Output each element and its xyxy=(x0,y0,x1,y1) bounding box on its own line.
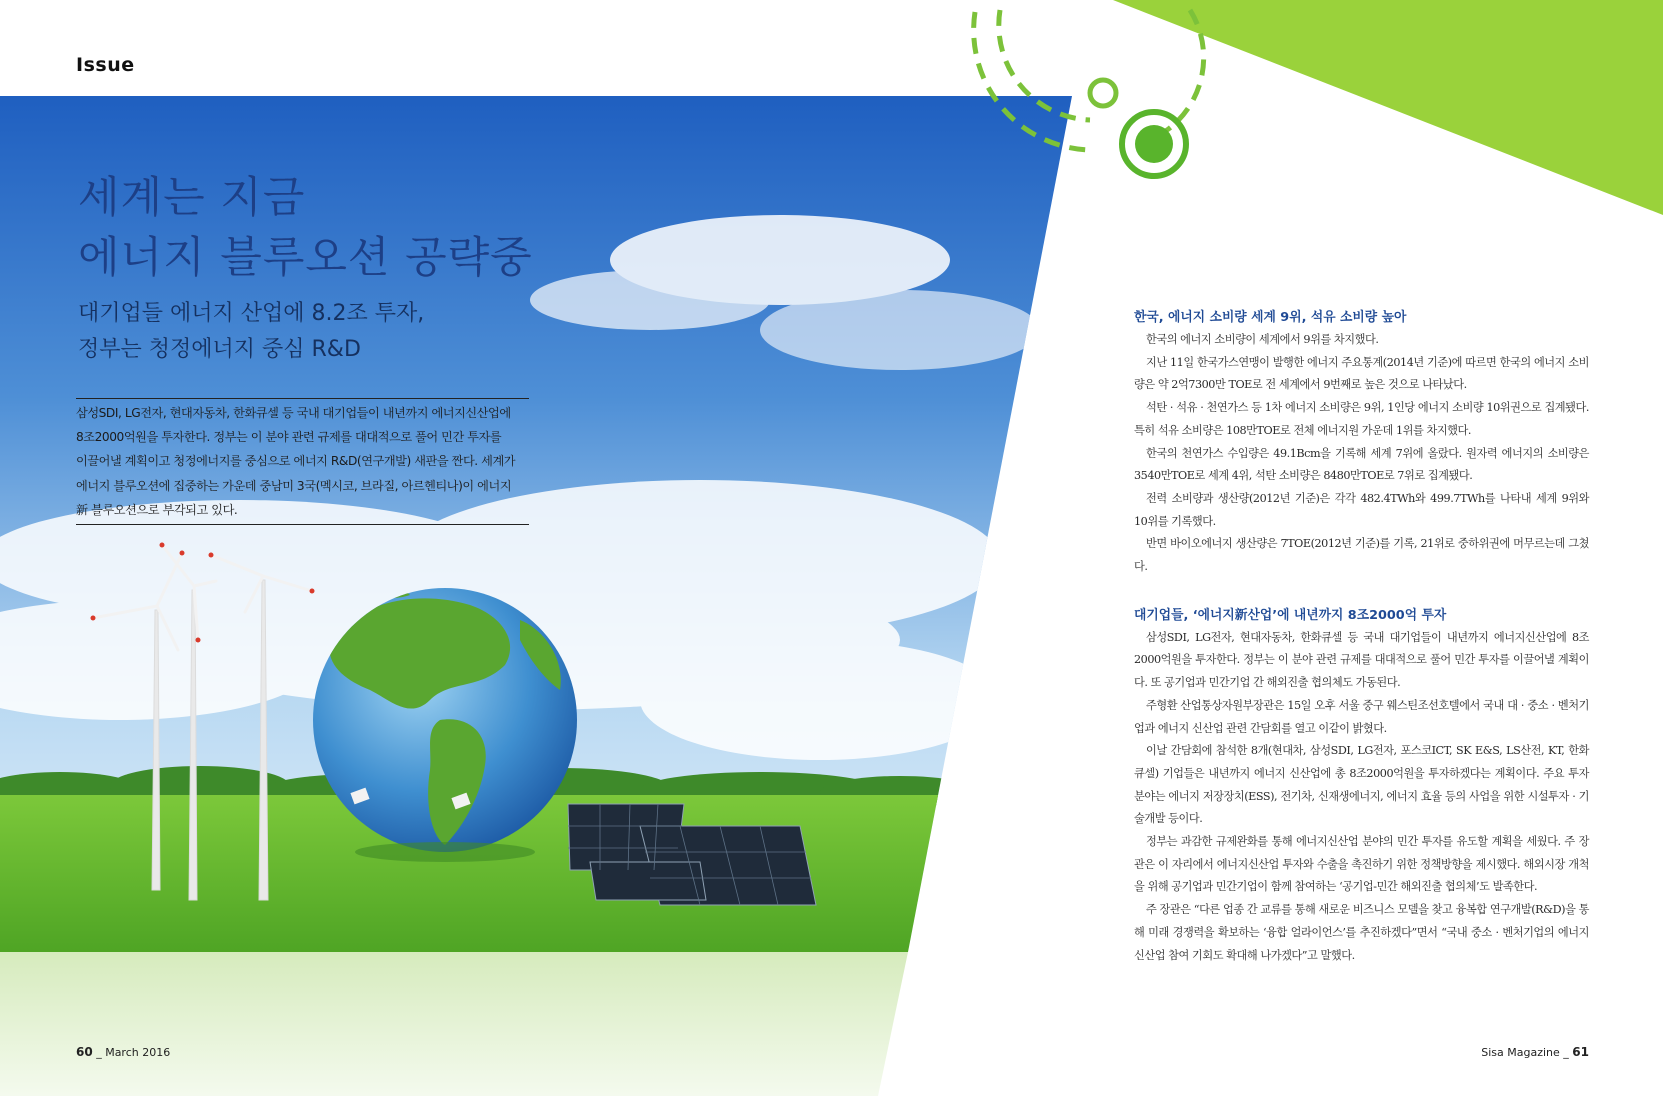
lead-line: 이끌어낼 계획이고 청정에너지를 중심으로 에너지 R&D(연구개발) 새판을 짠다. 세계가 xyxy=(76,454,516,469)
article-paragraph: 정부는 과감한 규제완화를 통해 에너지신산업 분야의 민간 투자를 유도할 계획을 세웠다. 주 장관은 이 자리에서 에너지신산업 투자와 수출을 촉진하기 위한 정책방향을 제시했다. 해외시장 개척을 위해 공기업과 민간기업이 함께 참여하는 ‘공기업-민간 해외진출 협의체’도 발족한다. xyxy=(1134,835,1589,894)
article-paragraph: 주 장관은 “다른 업종 간 교류를 통해 새로운 비즈니스 모델을 찾고 융복합 연구개발(R&D)을 통해 미래 경쟁력을 확보하는 ‘융합 얼라이언스’를 추진하겠다”면서 “국내 중소 · 벤처기업의 에너지신산업 참여 기회도 확대해 나가겠다”고 말했다. xyxy=(1134,903,1589,962)
article-paragraph: 이날 간담회에 참석한 8개(현대차, 삼성SDI, LG전자, 포스코ICT, SK E&S, LS산전, KT, 한화큐셀) 기업들은 내년까지 에너지 신산업에 총 8조2000억원을 투자하겠다는 계획이다. 주요 투자 분야는 에너지 저장장치(ESS), 전기차, 신재생에너지, 에너지 효율 등의 사업을 위한 시설투자 · 기술개발 등이다. xyxy=(1134,744,1589,826)
section-label: Issue xyxy=(76,54,135,76)
article-body xyxy=(1134,307,1589,967)
article-paragraph: 반면 바이오에너지 생산량은 7TOE(2012년 기준)를 기록, 21위로 중하위권에 머무르는데 그쳤다. xyxy=(1134,537,1589,574)
article-paragraph: 전력 소비량과 생산량(2012년 기준)은 각각 482.4TWh와 499.7TWh를 나타내 세계 9위와 10위를 기록했다. xyxy=(1134,491,1589,528)
subheadline-line-1: 대기업들 에너지 산업에 8.2조 투자, xyxy=(78,301,425,326)
article-paragraph: 지난 11일 한국가스연맹이 발행한 에너지 주요통계(2014년 기준)에 따르면 한국의 에너지 소비량은 약 2억7300만 TOE로 전 세계에서 9번째로 높은 것으로 나타났다. xyxy=(1134,355,1589,392)
lead-line: 8조2000억원을 투자한다. 정부는 이 분야 관련 규제를 대대적으로 풀어 민간 투자를 xyxy=(76,430,502,445)
issue-date: _ March 2016 xyxy=(96,1046,171,1059)
subheadline-line-2: 정부는 청정에너지 중심 R&D xyxy=(78,337,361,362)
section-heading: 대기업들, ‘에너지新산업’에 내년까지 8조2000억 투자 xyxy=(1134,607,1447,623)
article-paragraph: 삼성SDI, LG전자, 현대자동차, 한화큐셀 등 국내 대기업들이 내년까지 에너지신산업에 8조2000억원을 투자한다. 정부는 이 분야 관련 규제를 대대적으로 풀어 민간 투자를 이끌어낼 계획이다. 또 공기업과 민간기업 간 해외진출 협의체도 가동된다. xyxy=(1134,630,1589,690)
page-number-left: 60 xyxy=(76,1045,93,1059)
page-footer-left xyxy=(76,1045,170,1059)
subheadline xyxy=(78,296,424,368)
page-footer-right xyxy=(1481,1045,1589,1059)
article-paragraph: 주형환 산업통상자원부장관은 15일 오후 서울 중구 웨스틴조선호텔에서 국내 대 · 중소 · 벤처기업과 에너지 신산업 관련 간담회를 열고 이같이 밝혔다. xyxy=(1134,698,1589,735)
article-paragraph: 한국의 에너지 소비량이 세계에서 9위를 차지했다. xyxy=(1146,333,1379,346)
magazine-name: Sisa Magazine _ xyxy=(1481,1046,1569,1059)
lead-line: 에너지 블루오션에 집중하는 가운데 중남미 3국(멕시코, 브라질, 아르헨티나)이 에너지 xyxy=(76,478,512,493)
article-paragraph: 한국의 천연가스 수입량은 49.1Bcm을 기록해 세계 7위에 올랐다. 원자력 에너지의 소비량은 3540만TOE로 세계 4위, 석탄 소비량은 8480만TOE로 7위로 집계됐다. xyxy=(1134,446,1589,483)
page-number-right: 61 xyxy=(1572,1045,1589,1059)
headline xyxy=(78,168,533,288)
section-heading: 한국, 에너지 소비량 세계 9위, 석유 소비량 높아 xyxy=(1134,310,1407,325)
lead-paragraph xyxy=(76,398,529,525)
headline-line-2: 에너지 블루오션 공략중 xyxy=(78,233,533,283)
article-paragraph: 석탄 · 석유 · 천연가스 등 1차 에너지 소비량은 9위, 1인당 에너지 소비량 10위권으로 집계됐다. 특히 석유 소비량은 108만TOE로 전체 에너지원 가운데 1위를 차지했다. xyxy=(1134,401,1589,437)
lead-line: 삼성SDI, LG전자, 현대자동차, 한화큐셀 등 국내 대기업들이 내년까지 에너지신산업에 xyxy=(76,406,511,420)
lead-line: 新 블루오션으로 부각되고 있다. xyxy=(76,502,238,517)
headline-line-1: 세계는 지금 xyxy=(78,173,306,223)
